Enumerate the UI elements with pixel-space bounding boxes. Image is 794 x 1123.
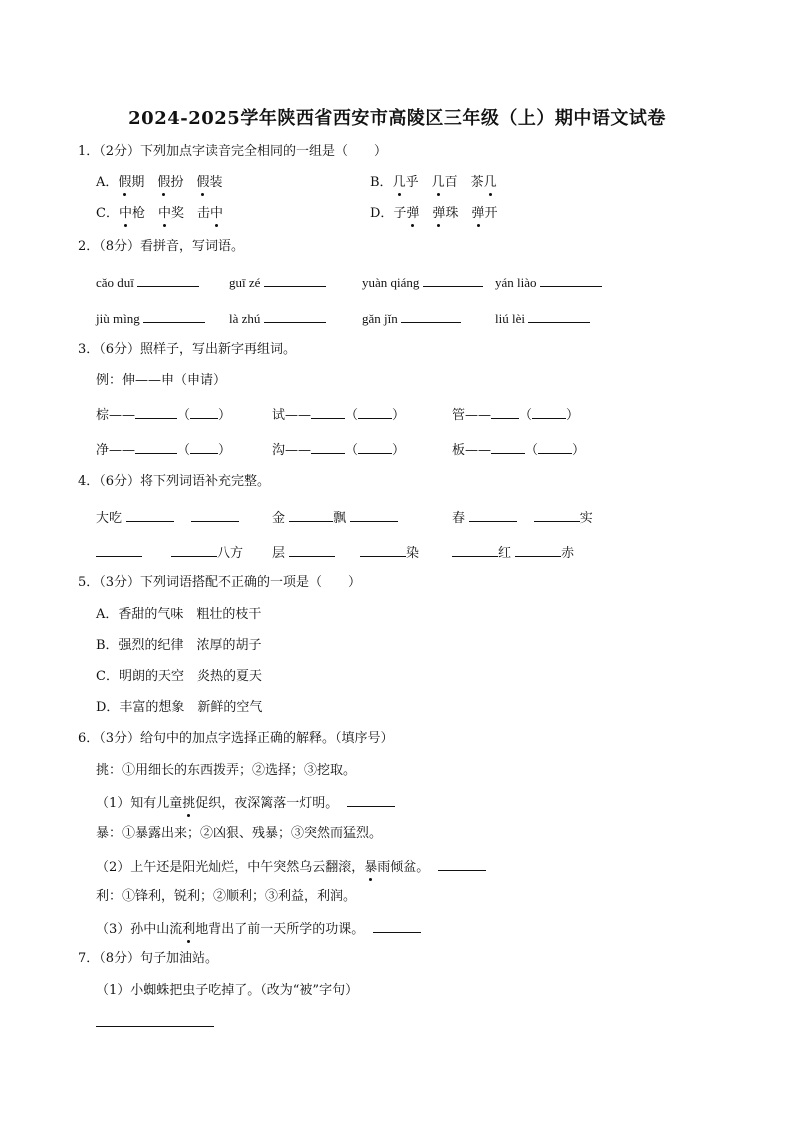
answer-blank[interactable] <box>469 507 517 522</box>
pinyin-item: yuàn qiáng <box>362 272 483 292</box>
q6-definition-li: 利：①锋利，锐利；②顺利；③利益，利润。 <box>96 889 357 904</box>
q3-item: 棕—— （ ） <box>96 404 231 425</box>
pinyin-item: guī zé <box>229 272 326 292</box>
answer-blank[interactable] <box>360 542 406 557</box>
answer-blank[interactable] <box>423 272 483 287</box>
q4-item: 春 实 <box>452 507 593 528</box>
q1-option-a: A．假期 假扮 假装 <box>96 175 223 190</box>
pinyin-item: liú lèi <box>495 308 590 328</box>
q3-item: 试—— （ ） <box>272 404 405 425</box>
page-title: 2024-2025学年陕西省西安市高陵区三年级（上）期中语文试卷 <box>128 108 666 129</box>
q7-stem: 7．（8分）句子加油站。 <box>78 951 219 966</box>
answer-blank[interactable] <box>135 404 177 419</box>
q1-option-d: D．子弹 弹珠 弹开 <box>370 206 498 221</box>
answer-blank[interactable] <box>538 439 572 454</box>
answer-blank[interactable] <box>311 439 345 454</box>
answer-blank[interactable] <box>358 439 392 454</box>
answer-blank[interactable] <box>137 272 199 287</box>
answer-blank[interactable] <box>126 507 174 522</box>
q3-item: 净—— （ ） <box>96 439 231 460</box>
q4-item: 大吃 <box>96 507 239 528</box>
answer-blank[interactable] <box>350 507 398 522</box>
answer-blank[interactable] <box>347 792 395 807</box>
pinyin-item: yán liào <box>495 272 602 292</box>
q1-option-c: C．中枪 中奖 击中 <box>96 206 224 221</box>
q6-definition-tiao: 挑：①用细长的东西拨弄；②选择；③挖取。 <box>96 763 357 778</box>
q6-stem: 6．（3分）给句中的加点字选择正确的解释。（填序号） <box>78 731 394 746</box>
q7-sentence-1: （1）小蜘蛛把虫子吃掉了。（改为“被”字句） <box>96 983 359 998</box>
answer-blank[interactable] <box>534 507 580 522</box>
q5-option-a: A．香甜的气味 粗壮的枝干 <box>96 607 262 622</box>
answer-line[interactable] <box>96 1012 214 1027</box>
q5-stem: 5．（3分）下列词语搭配不正确的一项是（ ） <box>78 575 362 590</box>
answer-blank[interactable] <box>289 507 333 522</box>
answer-blank[interactable] <box>143 308 205 323</box>
answer-blank[interactable] <box>190 439 218 454</box>
q3-example: 例：伸——申（申请） <box>96 373 227 388</box>
answer-blank[interactable] <box>96 542 142 557</box>
answer-blank[interactable] <box>358 404 392 419</box>
pinyin-item: gǎn jǐn <box>362 308 461 328</box>
answer-blank[interactable] <box>171 542 217 557</box>
q6-definition-bao: 暴：①暴露出来；②凶狠、残暴；③突然而猛烈。 <box>96 826 383 841</box>
pinyin-item: cǎo duī <box>96 272 199 292</box>
q3-item: 沟—— （ ） <box>272 439 405 460</box>
answer-blank[interactable] <box>515 542 561 557</box>
q4-item: 层 染 <box>272 542 419 563</box>
answer-blank[interactable] <box>191 507 239 522</box>
answer-blank[interactable] <box>401 308 461 323</box>
q3-item: 管—— （ ） <box>452 404 579 425</box>
q6-sentence-2: （2）上午还是阳光灿烂，中午突然乌云翻滚，暴雨倾盆。 <box>96 856 486 877</box>
q4-stem: 4．（6分）将下列词语补充完整。 <box>78 474 271 489</box>
answer-blank[interactable] <box>491 439 525 454</box>
q4-item: 八方 <box>96 542 243 563</box>
q5-option-b: B．强烈的纪律 浓厚的胡子 <box>96 638 262 653</box>
answer-blank[interactable] <box>540 272 602 287</box>
answer-blank[interactable] <box>289 542 335 557</box>
q6-sentence-3: （3）孙中山流利地背出了前一天所学的功课。 <box>96 918 421 939</box>
q3-item: 板—— （ ） <box>452 439 585 460</box>
q1-option-b: B．几乎 几百 茶几 <box>370 175 497 190</box>
q3-stem: 3．（6分）照样子，写出新字再组词。 <box>78 342 297 357</box>
answer-blank[interactable] <box>190 404 218 419</box>
pinyin-item: jiù mìng <box>96 308 205 328</box>
q4-item: 红 赤 <box>452 542 574 563</box>
answer-blank[interactable] <box>264 308 326 323</box>
answer-blank[interactable] <box>264 272 326 287</box>
q5-option-c: C．明朗的天空 炎热的夏天 <box>96 669 262 684</box>
pinyin-item: là zhú <box>229 308 326 328</box>
answer-blank[interactable] <box>491 404 519 419</box>
answer-blank[interactable] <box>438 856 486 871</box>
q5-option-d: D．丰富的想象 新鲜的空气 <box>96 700 263 715</box>
answer-blank[interactable] <box>532 404 566 419</box>
answer-blank[interactable] <box>311 404 345 419</box>
answer-blank[interactable] <box>135 439 177 454</box>
q4-item: 金 飘 <box>272 507 398 528</box>
q2-stem: 2．（8分）看拼音，写词语。 <box>78 239 245 254</box>
answer-blank[interactable] <box>528 308 590 323</box>
answer-blank[interactable] <box>373 918 421 933</box>
answer-blank[interactable] <box>452 542 498 557</box>
q6-sentence-1: （1）知有儿童挑促织，夜深篱落一灯明。 <box>96 792 395 813</box>
q1-stem: 1．（2分）下列加点字读音完全相同的一组是（ ） <box>78 144 388 159</box>
